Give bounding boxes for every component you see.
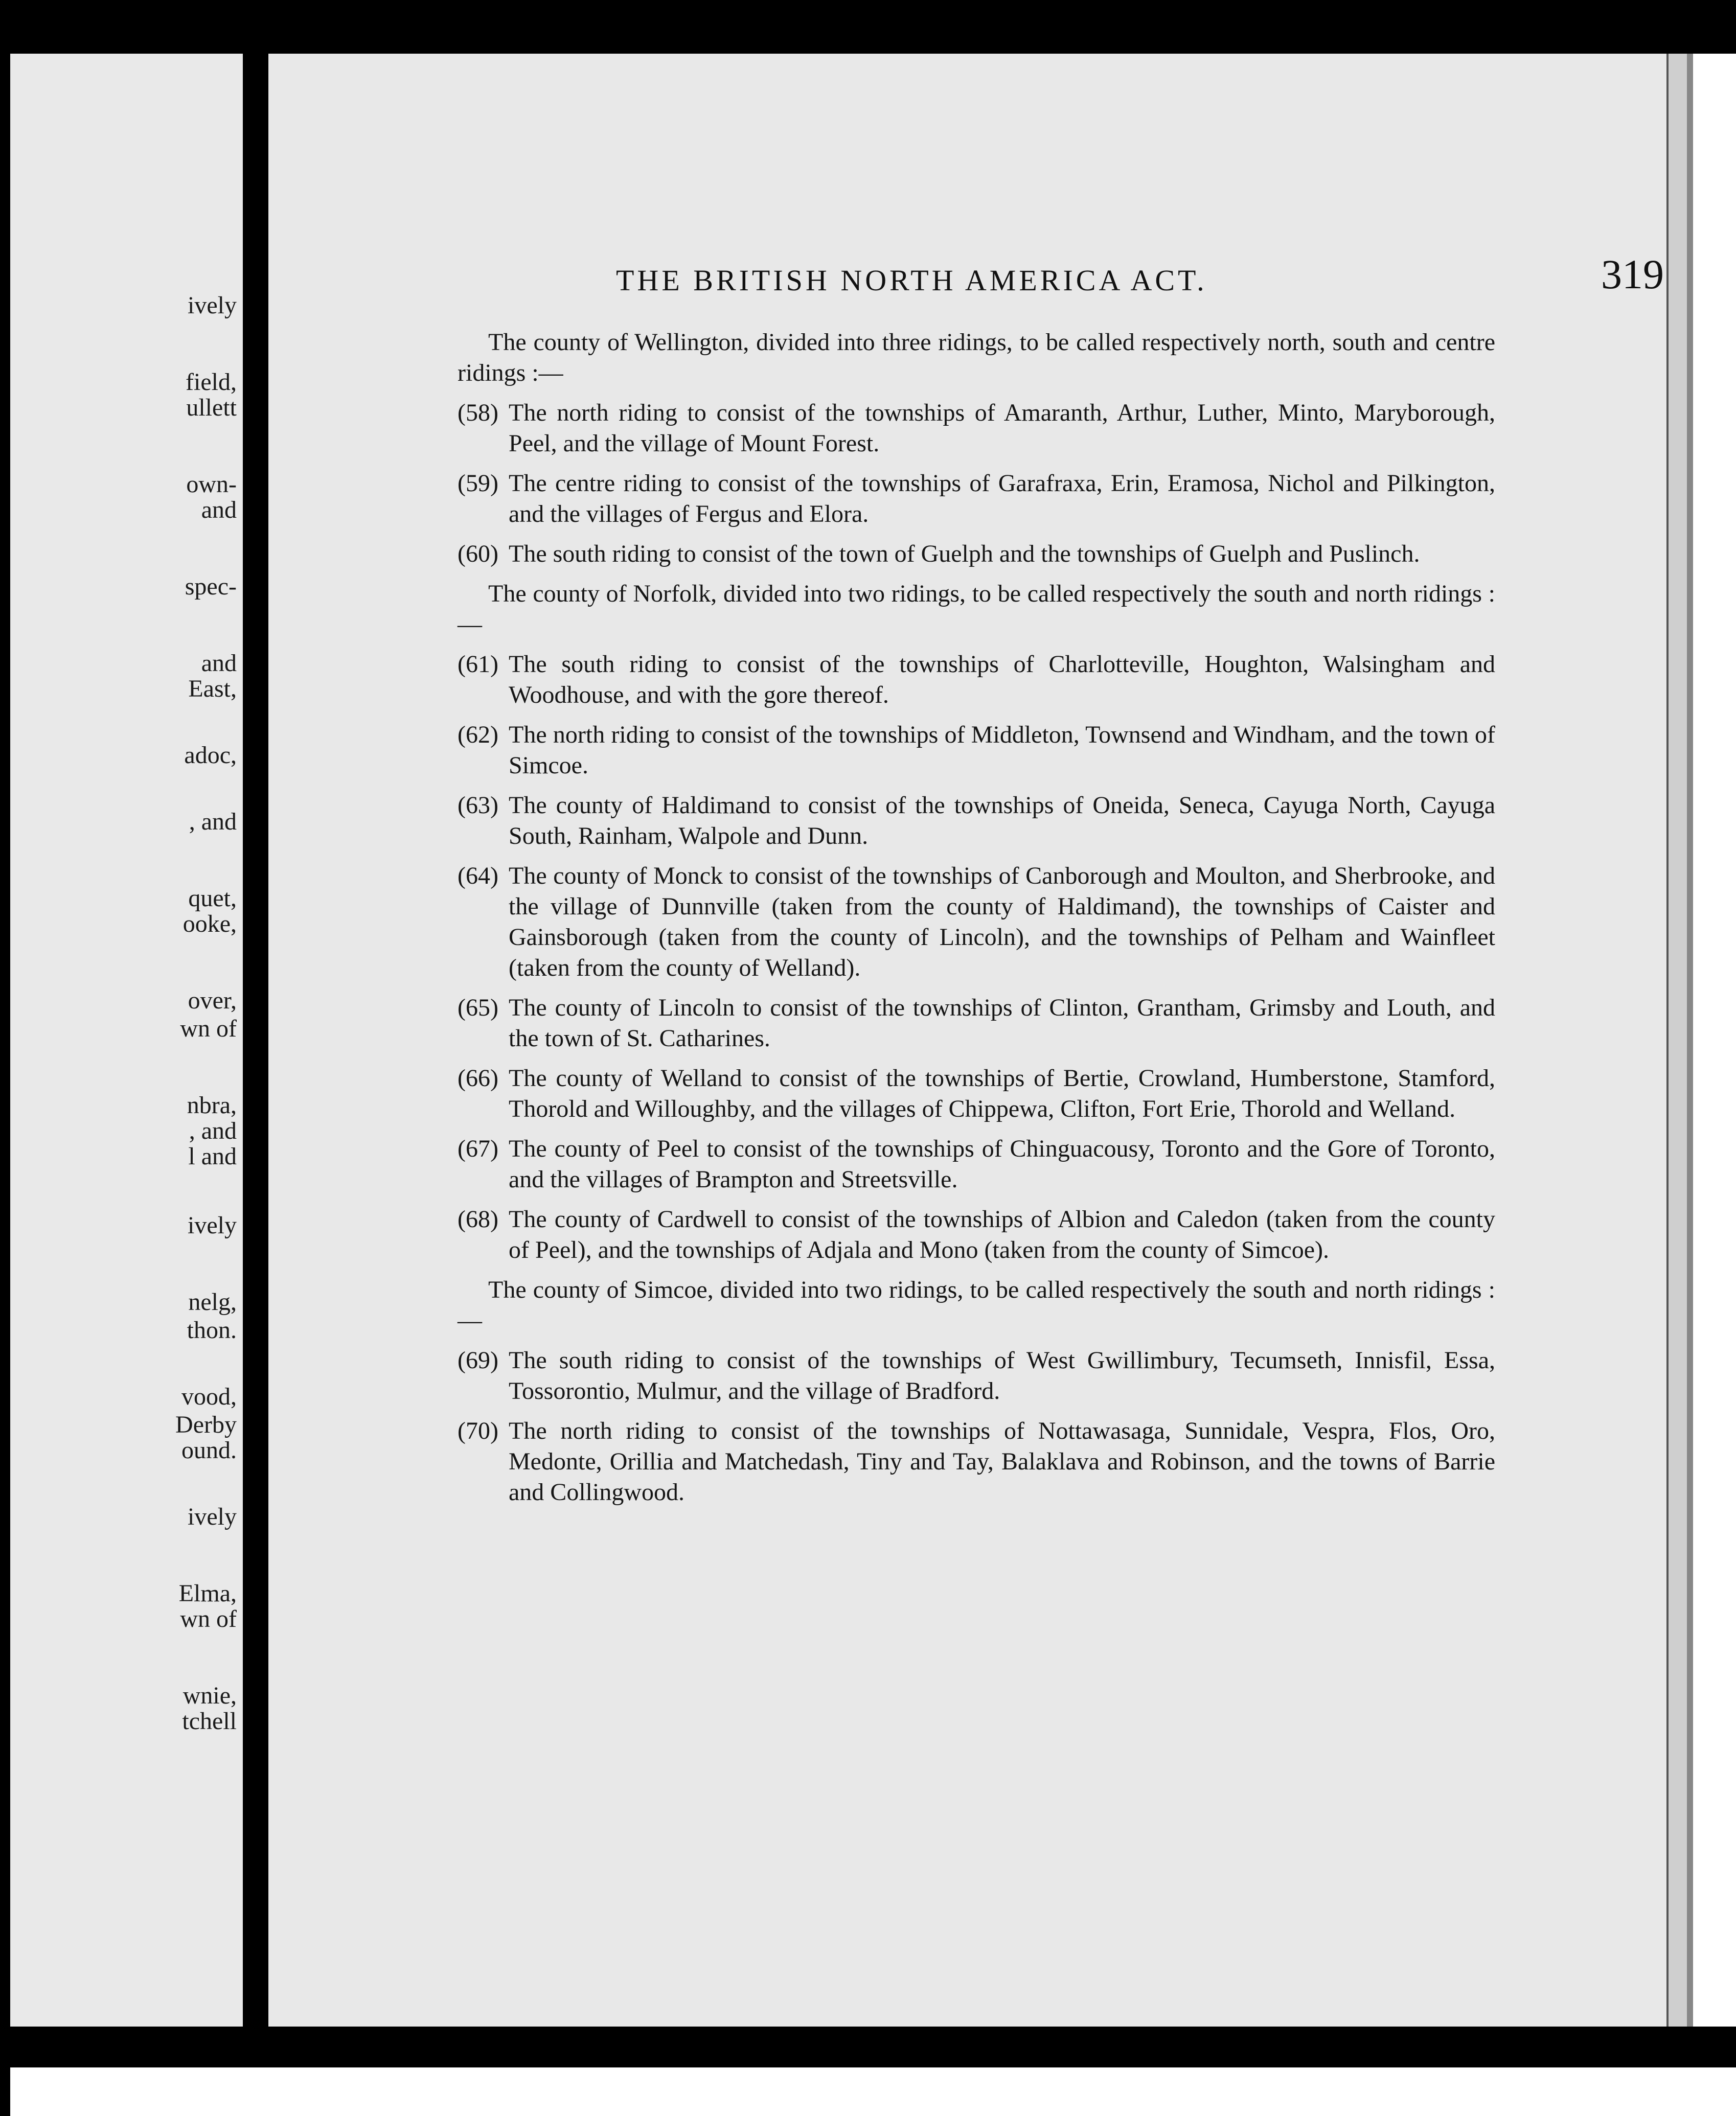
- paragraph-text: The county of Cardwell to consist of the townships of Albion and Caledon (taken from the county of Peel), and the townships of Adjala and Mono (taken from the county of Simcoe).: [509, 1206, 1495, 1263]
- page-right-edge: [1666, 54, 1689, 2027]
- previous-page-line-fragment: ullett: [186, 394, 237, 421]
- paragraph-number: (68): [458, 1206, 498, 1233]
- numbered-paragraph: [458, 398, 1495, 459]
- paragraph-text: The centre riding to consist of the townships of Garafraxa, Erin, Eramosa, Nichol and Pilkington, and the villages of Fergus and Elora.: [509, 470, 1495, 527]
- paragraph-text: The north riding to consist of the townships of Middleton, Townsend and Windham, and the town of Simcoe.: [509, 721, 1495, 779]
- numbered-paragraph: [458, 539, 1495, 569]
- previous-page-line-fragment: ively: [188, 1503, 237, 1530]
- previous-page-line-fragment: spec-: [185, 573, 237, 600]
- previous-page-line-fragment: over,: [188, 987, 237, 1014]
- paragraph-text: The county of Welland to consist of the townships of Bertie, Crowland, Humberstone, Stamford, Thorold and Willoughby, and the villages of Chippewa, Clifton, Fort Erie, Thorold and Welland.: [509, 1065, 1495, 1122]
- previous-page-line-fragment: vood,: [181, 1383, 237, 1410]
- paragraph-text: The county of Monck to consist of the townships of Canborough and Moulton, and Sherbrooke, and the village of Dunnville (taken from the county of Haldimand), the townships of Caister and Gainsborough (taken from the county of Lincoln), and the townships of Pelham and Wainfleet (taken from the county of Welland).: [509, 862, 1495, 981]
- previous-page-line-fragment: wnie,: [182, 1682, 237, 1709]
- paragraph-text: The county of Lincoln to consist of the townships of Clinton, Grantham, Grimsby and Louth, and the town of St. Catharines.: [509, 994, 1495, 1052]
- numbered-paragraph: [458, 1345, 1495, 1407]
- previous-page-line-fragment: tchell: [182, 1708, 237, 1735]
- paragraph-text: The north riding to consist of the townships of Amaranth, Arthur, Luther, Minto, Maryborough, Peel, and the village of Mount Forest.: [509, 399, 1495, 457]
- previous-page-line-fragment: wn of: [180, 1015, 237, 1042]
- numbered-paragraph: [458, 649, 1495, 710]
- numbered-paragraph: [458, 1134, 1495, 1195]
- previous-page-line-fragment: ooke,: [182, 910, 237, 937]
- numbered-paragraph: [458, 1204, 1495, 1266]
- page-header: [616, 251, 1664, 325]
- numbered-paragraph: [458, 1416, 1495, 1508]
- numbered-paragraph: [458, 861, 1495, 983]
- running-title: THE BRITISH NORTH AMERICA ACT.: [616, 264, 1207, 297]
- numbered-paragraph: [458, 790, 1495, 852]
- paragraph-number: (65): [458, 994, 498, 1021]
- previous-page-line-fragment: ively: [188, 1212, 237, 1239]
- previous-page-line-fragment: and: [201, 650, 237, 677]
- paragraph-text: The south riding to consist of the town of Guelph and the townships of Guelph and Puslinch.: [509, 540, 1420, 567]
- previous-page-line-fragment: , and: [189, 808, 237, 835]
- scan-border-bottom: [0, 2027, 1736, 2067]
- county-paragraph: The county of Wellington, divided into three ridings, to be called respectively north, south and centre ridings :—: [458, 329, 1495, 386]
- paragraph-text: The south riding to consist of the townships of West Gwillimbury, Tecumseth, Innisfil, Essa, Tossorontio, Mulmur, and the village of Bradford.: [509, 1347, 1495, 1405]
- previous-page-line-fragment: field,: [186, 369, 237, 396]
- paragraph-number: (58): [458, 399, 498, 426]
- county-paragraph: The county of Norfolk, divided into two ridings, to be called respectively the south and north ridings :—: [458, 580, 1495, 638]
- paragraph-text: The north riding to consist of the townships of Nottawasaga, Sunnidale, Vespra, Flos, Oro, Medonte, Orillia and Matchedash, Tiny and Tay, Balaklava and Robinson, and the towns of Barrie and Collingwood.: [509, 1417, 1495, 1506]
- previous-page-line-fragment: ound.: [181, 1437, 237, 1464]
- previous-page-line-fragment: wn of: [180, 1605, 237, 1632]
- page-body: [458, 327, 1495, 1517]
- previous-page-line-fragment: adoc,: [184, 742, 237, 769]
- numbered-paragraph: [458, 720, 1495, 781]
- previous-page-line-fragment: own-: [186, 471, 237, 498]
- previous-page-line-fragment: nbra,: [187, 1092, 237, 1119]
- scan-border-left: [0, 0, 10, 2116]
- previous-page-line-fragment: quet,: [188, 885, 237, 912]
- previous-page-line-fragment: Derby: [175, 1411, 237, 1438]
- previous-page-line-fragment: , and: [189, 1117, 237, 1144]
- paragraph-number: (60): [458, 540, 498, 567]
- previous-page-line-fragment: thon.: [187, 1317, 237, 1344]
- numbered-paragraph: [458, 468, 1495, 530]
- paragraph-number: (70): [458, 1417, 498, 1444]
- paragraph-number: (66): [458, 1065, 498, 1092]
- page-number: 319: [1601, 251, 1664, 297]
- previous-page-line-fragment: and: [201, 496, 237, 523]
- previous-page-line-fragment: East,: [188, 675, 237, 702]
- county-paragraph: The county of Simcoe, divided into two ridings, to be called respectively the south and north ridings :—: [458, 1276, 1495, 1334]
- paragraph-number: (64): [458, 862, 498, 889]
- book-gutter: [243, 54, 268, 2027]
- paragraph-number: (61): [458, 651, 498, 678]
- paragraph-number: (62): [458, 721, 498, 748]
- paragraph-number: (59): [458, 470, 498, 497]
- paragraph-number: (69): [458, 1347, 498, 1374]
- previous-page-line-fragment: Elma,: [178, 1580, 237, 1607]
- scan-border-top: [0, 0, 1736, 54]
- paragraph-number: (67): [458, 1135, 498, 1162]
- previous-page-line-fragment: nelg,: [188, 1289, 237, 1316]
- paragraph-number: (63): [458, 792, 498, 819]
- previous-page-edge: [10, 54, 243, 2027]
- book-page: [268, 54, 1666, 2027]
- page-stack-edge: [1687, 54, 1693, 2027]
- paragraph-text: The county of Haldimand to consist of the townships of Oneida, Seneca, Cayuga North, Cayuga South, Rainham, Walpole and Dunn.: [509, 792, 1495, 849]
- numbered-paragraph: [458, 1063, 1495, 1124]
- numbered-paragraph: [458, 993, 1495, 1054]
- paragraph-text: The south riding to consist of the townships of Charlotteville, Houghton, Walsingham and Woodhouse, and with the gore thereof.: [509, 651, 1495, 708]
- previous-page-line-fragment: ively: [188, 292, 237, 319]
- previous-page-line-fragment: l and: [188, 1143, 237, 1170]
- paragraph-text: The county of Peel to consist of the townships of Chinguacousy, Toronto and the Gore of Toronto, and the villages of Brampton and Streetsville.: [509, 1135, 1495, 1193]
